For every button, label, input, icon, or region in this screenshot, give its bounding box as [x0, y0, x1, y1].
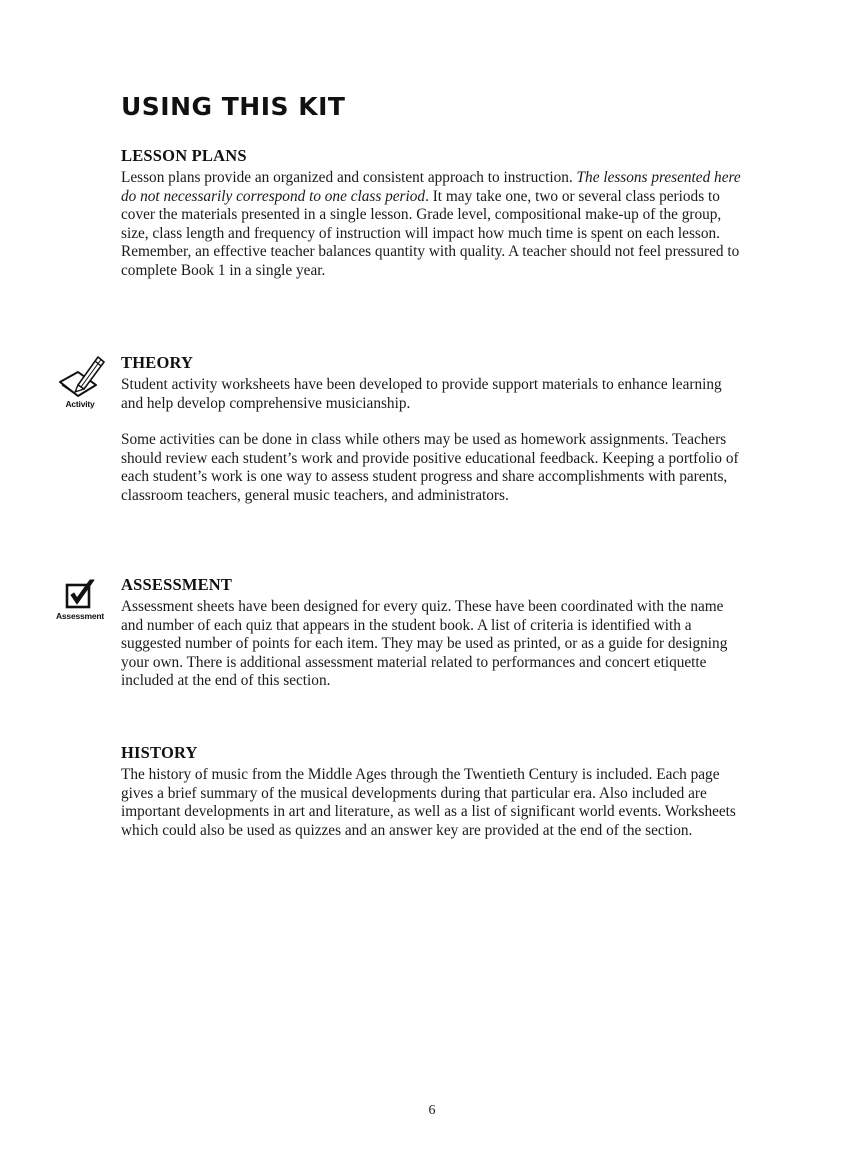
history-heading: HISTORY: [121, 743, 198, 762]
theory-paragraph-2: Some activities can be done in class while others may be used as homework assignments. Teachers should review each student’s work and provide positive educational feedback. Keeping a portfolio of each student’s work is one way to assess student progress and share accomplishments with parents, classroom teachers, general music teachers, and administrators.: [121, 431, 739, 504]
lesson-plans-text-end: . It may take one, two or several class periods to cover the materials presented in a single lesson. Grade level, compositional make-up of the group, size, class length and frequency of instruction will impact how much time is spent on each lesson. Remember, an effective teacher balances quantity with quality. A teacher should not feel pressured to complete Book 1 in a single year.: [121, 187, 740, 279]
lesson-plans-italic-note: The lessons presented here do not necessarily correspond to one class period: [121, 169, 741, 205]
section-theory: [121, 353, 746, 506]
activity-badge: [52, 352, 108, 409]
assessment-icon-caption: Assessment: [55, 611, 105, 621]
pencil-paper-icon: [54, 352, 106, 398]
theory-heading: THEORY: [121, 353, 194, 372]
checkbox-check-icon: [60, 578, 100, 610]
assessment-heading: ASSESSMENT: [121, 575, 233, 594]
theory-paragraph-1: Student activity worksheets have been developed to provide support materials to enhance learning and help develop comprehensive musicianship.: [121, 376, 722, 412]
assessment-paragraph: Assessment sheets have been designed for every quiz. These have been coordinated with the name and number of each quiz that appears in the student book. A list of criteria is identified with a suggested number of points for each item. They may be used as printed, or as a guide for designing your own. There is additional assessment material related to performances and concert etiquette included at the end of this section.: [121, 598, 728, 690]
lesson-plans-paragraph: [121, 169, 746, 281]
lesson-plans-text-start: Lesson plans provide an organized and consistent approach to instruction.: [121, 169, 577, 186]
activity-icon-caption: Activity: [65, 399, 95, 409]
page-title: USING THIS KIT: [121, 92, 346, 121]
page-number: 6: [428, 1103, 436, 1118]
section-lesson-plans: [121, 146, 746, 281]
lesson-plans-heading: LESSON PLANS: [121, 146, 247, 165]
section-history: [121, 743, 746, 840]
section-assessment: [121, 575, 746, 691]
assessment-badge: [52, 578, 108, 621]
history-paragraph: The history of music from the Middle Ages through the Twentieth Century is included. Each page gives a brief summary of the musical developments during that particular era. Also included are important developments in art and literature, as well as a list of significant world events. Worksheets which could also be used as quizzes and an answer key are provided at the end of the section.: [121, 766, 736, 839]
